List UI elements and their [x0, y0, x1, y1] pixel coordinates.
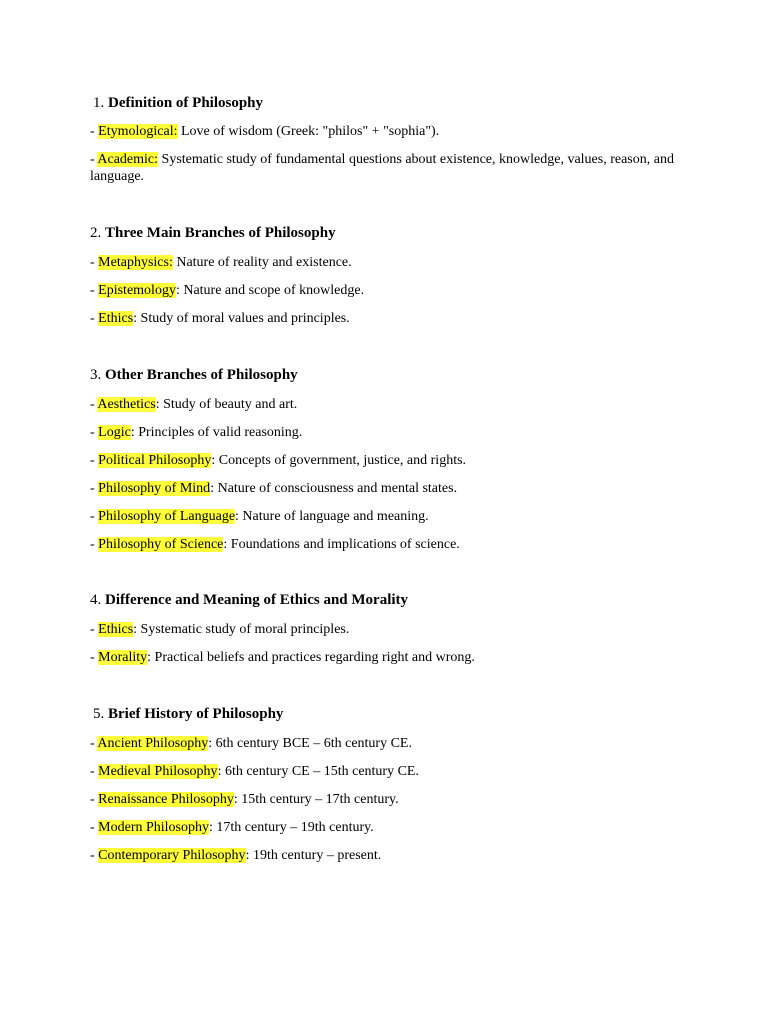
- item-prefix: -: [90, 124, 99, 139]
- item-prefix: -: [90, 736, 98, 751]
- list-item: [90, 282, 680, 299]
- section-number: 3.: [90, 367, 102, 383]
- item-prefix: -: [90, 397, 98, 412]
- section-title: Difference and Meaning of Ethics and Morality: [105, 592, 409, 608]
- highlighted-term: Political Philosophy: [98, 453, 212, 468]
- item-prefix: -: [90, 283, 99, 298]
- list-item: [90, 151, 680, 185]
- section-title: Brief History of Philosophy: [108, 706, 284, 722]
- highlighted-term: Modern Philosophy: [98, 820, 210, 835]
- highlighted-term: Medieval Philosophy: [98, 764, 218, 779]
- item-prefix: -: [90, 481, 99, 496]
- item-prefix: -: [90, 425, 99, 440]
- list-item: [90, 508, 680, 525]
- item-prefix: -: [90, 509, 99, 524]
- highlighted-term: Epistemology: [98, 283, 176, 298]
- section-title: Definition of Philosophy: [108, 95, 264, 111]
- item-prefix: -: [90, 650, 99, 665]
- item-description: : 6th century BCE – 6th century CE.: [208, 736, 412, 751]
- list-item: [90, 480, 680, 497]
- list-item: [90, 536, 680, 553]
- list-item: [90, 735, 680, 752]
- item-description: : 17th century – 19th century.: [209, 820, 374, 835]
- highlighted-term: Renaissance Philosophy: [98, 792, 234, 807]
- highlighted-term: Philosophy of Language: [98, 509, 236, 524]
- item-description: : 15th century – 17th century.: [233, 792, 399, 807]
- item-description: : Study of moral values and principles.: [133, 311, 350, 326]
- item-description: : Nature of language and meaning.: [235, 509, 429, 524]
- list-item: [90, 649, 680, 666]
- list-item: [90, 763, 680, 780]
- section-5-heading: [93, 705, 283, 723]
- item-prefix: -: [90, 537, 99, 552]
- item-prefix: -: [90, 311, 99, 326]
- highlighted-term: Metaphysics:: [98, 255, 173, 270]
- highlighted-term: Academic:: [97, 152, 159, 167]
- item-prefix: -: [90, 152, 98, 167]
- highlighted-term: Logic: [98, 425, 131, 440]
- list-item: [90, 254, 680, 271]
- item-description: : Foundations and implications of science.: [223, 537, 460, 552]
- section-4-heading: [90, 591, 408, 609]
- list-item: [90, 452, 680, 469]
- highlighted-term: Ethics: [98, 311, 134, 326]
- section-number: 4.: [90, 592, 102, 608]
- list-item: [90, 310, 680, 327]
- section-2-heading: [90, 224, 336, 242]
- section-3-heading: [90, 366, 298, 384]
- list-item: [90, 847, 680, 864]
- item-prefix: -: [90, 453, 99, 468]
- item-prefix: -: [90, 255, 99, 270]
- list-item: [90, 621, 680, 638]
- list-item: [90, 424, 680, 441]
- item-description: Systematic study of fundamental questions about existence, knowledge, values, reason, and language.: [90, 152, 674, 184]
- item-description: : 6th century CE – 15th century CE.: [217, 764, 419, 779]
- highlighted-term: Philosophy of Mind: [98, 481, 211, 496]
- item-description: Love of wisdom (Greek: "philos" + "sophia").: [177, 124, 440, 139]
- item-prefix: -: [90, 792, 99, 807]
- item-description: : Nature and scope of knowledge.: [175, 283, 365, 298]
- list-item: [90, 819, 680, 836]
- item-prefix: -: [90, 622, 99, 637]
- highlighted-term: Ethics: [98, 622, 134, 637]
- item-prefix: -: [90, 820, 99, 835]
- section-number: 5.: [93, 706, 105, 722]
- highlighted-term: Philosophy of Science: [98, 537, 224, 552]
- highlighted-term: Morality: [98, 650, 148, 665]
- section-number: 1.: [93, 95, 105, 111]
- item-description: : Principles of valid reasoning.: [130, 425, 303, 440]
- list-item: [90, 123, 680, 140]
- item-description: : Nature of consciousness and mental states.: [210, 481, 458, 496]
- section-title: Other Branches of Philosophy: [105, 367, 298, 383]
- item-prefix: -: [90, 848, 99, 863]
- section-number: 2.: [90, 225, 102, 241]
- section-title: Three Main Branches of Philosophy: [105, 225, 336, 241]
- highlighted-term: Contemporary Philosophy: [98, 848, 246, 863]
- highlighted-term: Aesthetics: [97, 397, 156, 412]
- item-prefix: -: [90, 764, 99, 779]
- item-description: Nature of reality and existence.: [172, 255, 352, 270]
- list-item: [90, 396, 680, 413]
- section-1-heading: [93, 94, 263, 112]
- item-description: : 19th century – present.: [245, 848, 382, 863]
- highlighted-term: Ancient Philosophy: [97, 736, 209, 751]
- item-description: : Study of beauty and art.: [155, 397, 298, 412]
- list-item: [90, 791, 680, 808]
- item-description: : Concepts of government, justice, and rights.: [211, 453, 467, 468]
- item-description: : Systematic study of moral principles.: [133, 622, 350, 637]
- highlighted-term: Etymological:: [98, 124, 178, 139]
- item-description: : Practical beliefs and practices regarding right and wrong.: [147, 650, 475, 665]
